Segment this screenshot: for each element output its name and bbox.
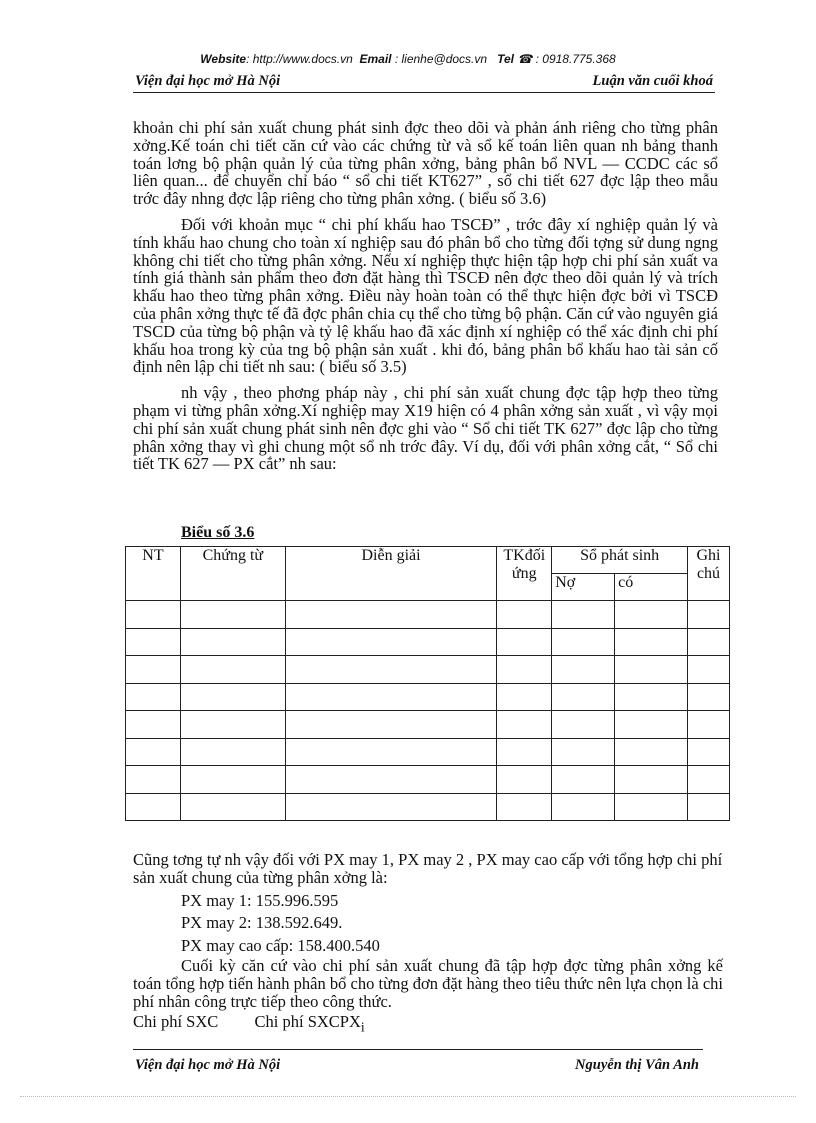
tel-number: : 0918.775.368 (532, 52, 616, 66)
table-cell (552, 601, 615, 629)
table-cell (615, 793, 688, 821)
table-cell (552, 793, 615, 821)
tel-label: Tel (497, 52, 514, 66)
table-cell (285, 766, 497, 794)
table-cell (285, 738, 497, 766)
formula-left: Chi phí SXC (133, 1012, 219, 1032)
col-header-so-phat-sinh: Sổ phát sinh (552, 547, 688, 574)
footer-author: Nguyễn thị Vân Anh (575, 1057, 699, 1073)
col-header-chung-tu: Chứng từ (180, 547, 285, 601)
table-cell (285, 683, 497, 711)
table-cell (497, 601, 552, 629)
table-cell (552, 656, 615, 684)
table-cell (615, 711, 688, 739)
header-doc-type: Luận văn cuối khoá (592, 73, 713, 89)
summary-item-px-may-2: PX may 2: 138.592.649. (181, 913, 343, 933)
footer-institution: Viện đại học mở Hà Nội (135, 1057, 281, 1073)
table-cell (688, 628, 730, 656)
summary-item-px-may-1: PX may 1: 155.996.595 (181, 890, 339, 910)
table-cell (497, 683, 552, 711)
table-cell (180, 766, 285, 794)
table-cell (688, 738, 730, 766)
table-cell (552, 683, 615, 711)
table-cell (285, 601, 497, 629)
table-row (126, 628, 730, 656)
table-row (126, 656, 730, 684)
table-cell (552, 628, 615, 656)
website-line (0, 52, 816, 66)
website-url[interactable]: : http://www.docs.vn (246, 52, 353, 66)
table-cell (126, 601, 181, 629)
col-header-ghi-chu: Ghi chú (688, 547, 730, 601)
col-header-co: có (615, 574, 688, 601)
table-cell (615, 683, 688, 711)
table-cell (180, 601, 285, 629)
closing-paragraph: Cuối kỳ căn cứ vào chi phí sản xuất chung đã tập hợp đợc từng phân xởng kế toán tổng hợp tiến hành phân bổ cho từng đơn đặt hàng theo tiêu thức nên lựa chọn là chi phí nhân công trực tiếp theo công thức. (133, 955, 723, 1011)
table-row (126, 711, 730, 739)
table-cell (688, 793, 730, 821)
table-cell (180, 711, 285, 739)
table-cell (497, 711, 552, 739)
table-cell (497, 628, 552, 656)
table-row (126, 683, 730, 711)
table-row (126, 793, 730, 821)
table-row (126, 738, 730, 766)
table-cell (497, 656, 552, 684)
table-cell (180, 793, 285, 821)
paragraph-2: Đối với khoản mục “ chi phí khấu hao TSCĐ” , trớc đây xí nghiệp quản lý và tính khấu hao chung cho toàn xí nghiệp sau đó phân bổ cho từng đối tợng sử dung ngng không chi tiết cho từng phân xởng. Nếu xí nghiệp thực hiện tập hợp chi phí sản xuất va tính giá thành sản phẩm theo đơn đặt hàng thì TSCĐ nên đợc theo dõi quản lý và trích khấu hao theo từng phân xởng. Điều này hoàn toàn có thể thực hiện đợc bởi vì TSCĐ của phân xởng thực tế đã đợc phân chia cụ thể cho từng bộ phận. Căn cứ vào nguyên giá TSCD của từng bộ phận và tỷ lệ khấu hao đã xác định xí nghiệp có thể xác định chi phí khấu hoa trong kỳ của tng bộ phận sản xuất . khi đó, bảng phân bổ khấu hao tài sản cố định nên lập chi tiết nh sau: ( biểu số 3.5) (133, 214, 718, 377)
table-cell (180, 738, 285, 766)
table-cell (126, 628, 181, 656)
table-cell (615, 766, 688, 794)
table-cell (497, 738, 552, 766)
website-label: Website (200, 52, 247, 66)
table-cell (552, 738, 615, 766)
paragraph-3: nh vậy , theo phơng pháp này , chi phí sản xuất chung đợc tập hợp theo từng phạm vi từng phân xởng.Xí nghiệp may X19 hiện có 4 phân xởng sản xuất , vì vậy mọi chi phí sản xuất chung phát sinh nên đợc ghi vào “ Sổ chi tiết TK 627” đợc lập cho từng phân xởng thay vì ghi chung một sổ nh trớc đây. Ví dụ, đối với phân xởng cắt, “ Sổ chi tiết TK 627 — PX cắt” nh sau: (133, 383, 718, 474)
table-row (126, 766, 730, 794)
table-cell (126, 683, 181, 711)
table-cell (285, 793, 497, 821)
formula-right: Chi phí SXCPX (254, 1012, 361, 1032)
page-footer (133, 1049, 703, 1073)
table-cell (615, 601, 688, 629)
table-title: Biểu số 3.6 (181, 524, 255, 541)
table-cell (126, 793, 181, 821)
table-cell (285, 628, 497, 656)
table-cell (126, 738, 181, 766)
col-header-tk-doi-ung: TKđối ứng (497, 547, 552, 601)
summary-item-px-may-cao-cap: PX may cao cấp: 158.400.540 (181, 936, 380, 956)
table-cell (615, 656, 688, 684)
table-cell (615, 628, 688, 656)
formula-line (133, 1013, 723, 1036)
table-cell (180, 656, 285, 684)
paragraph-1: khoản chi phí sản xuất chung phát sinh đợc theo dõi và phản ánh riêng cho từng phân xởng.Kế toán chi tiết căn cứ vào các chứng từ và sổ kế toán liên quan nh bảng thanh toán lơng bộ phận quản lý của từng phân xởng, bảng phân bổ NVL — CCDC các sổ liên quan... để chuyển chỉ báo “ sổ chi tiết KT627” , sổ chi tiết 627 đợc lập theo mẫu trớc đây nhng đợc lập riêng cho từng phân xởng. ( biểu số 3.6) (133, 118, 718, 209)
page-header (133, 70, 715, 93)
page-bottom-divider (20, 1096, 796, 1097)
table-cell (126, 766, 181, 794)
table-cell (180, 628, 285, 656)
table-cell (126, 711, 181, 739)
ledger-table (125, 546, 730, 821)
table-cell (285, 711, 497, 739)
body-text (133, 119, 718, 473)
table-cell (285, 656, 497, 684)
table-row (126, 601, 730, 629)
table-cell (497, 766, 552, 794)
header-institution: Viện đại học mở Hà Nội (135, 73, 281, 89)
summary-intro: Cũng tơng tự nh vậy đối với PX may 1, PX may 2 , PX may cao cấp với tổng hợp chi phí sản xuất chung của từng phân xởng là: (133, 850, 723, 887)
col-header-nt: NT (126, 547, 181, 601)
table-cell (615, 738, 688, 766)
table-cell (688, 766, 730, 794)
table-cell (688, 683, 730, 711)
table-cell (126, 656, 181, 684)
table-cell (180, 683, 285, 711)
col-header-no: Nợ (552, 574, 615, 601)
table-cell (688, 711, 730, 739)
summary-section (133, 851, 723, 1036)
col-header-dien-giai: Diễn giải (285, 547, 497, 601)
phone-icon: ☎ (517, 52, 533, 66)
table-cell (688, 601, 730, 629)
table-cell (552, 766, 615, 794)
email-address[interactable]: : lienhe@docs.vn (394, 52, 488, 66)
table-cell (497, 793, 552, 821)
formula-subscript: i (360, 1019, 365, 1035)
email-label: Email (359, 52, 392, 66)
table-cell (688, 656, 730, 684)
table-cell (552, 711, 615, 739)
